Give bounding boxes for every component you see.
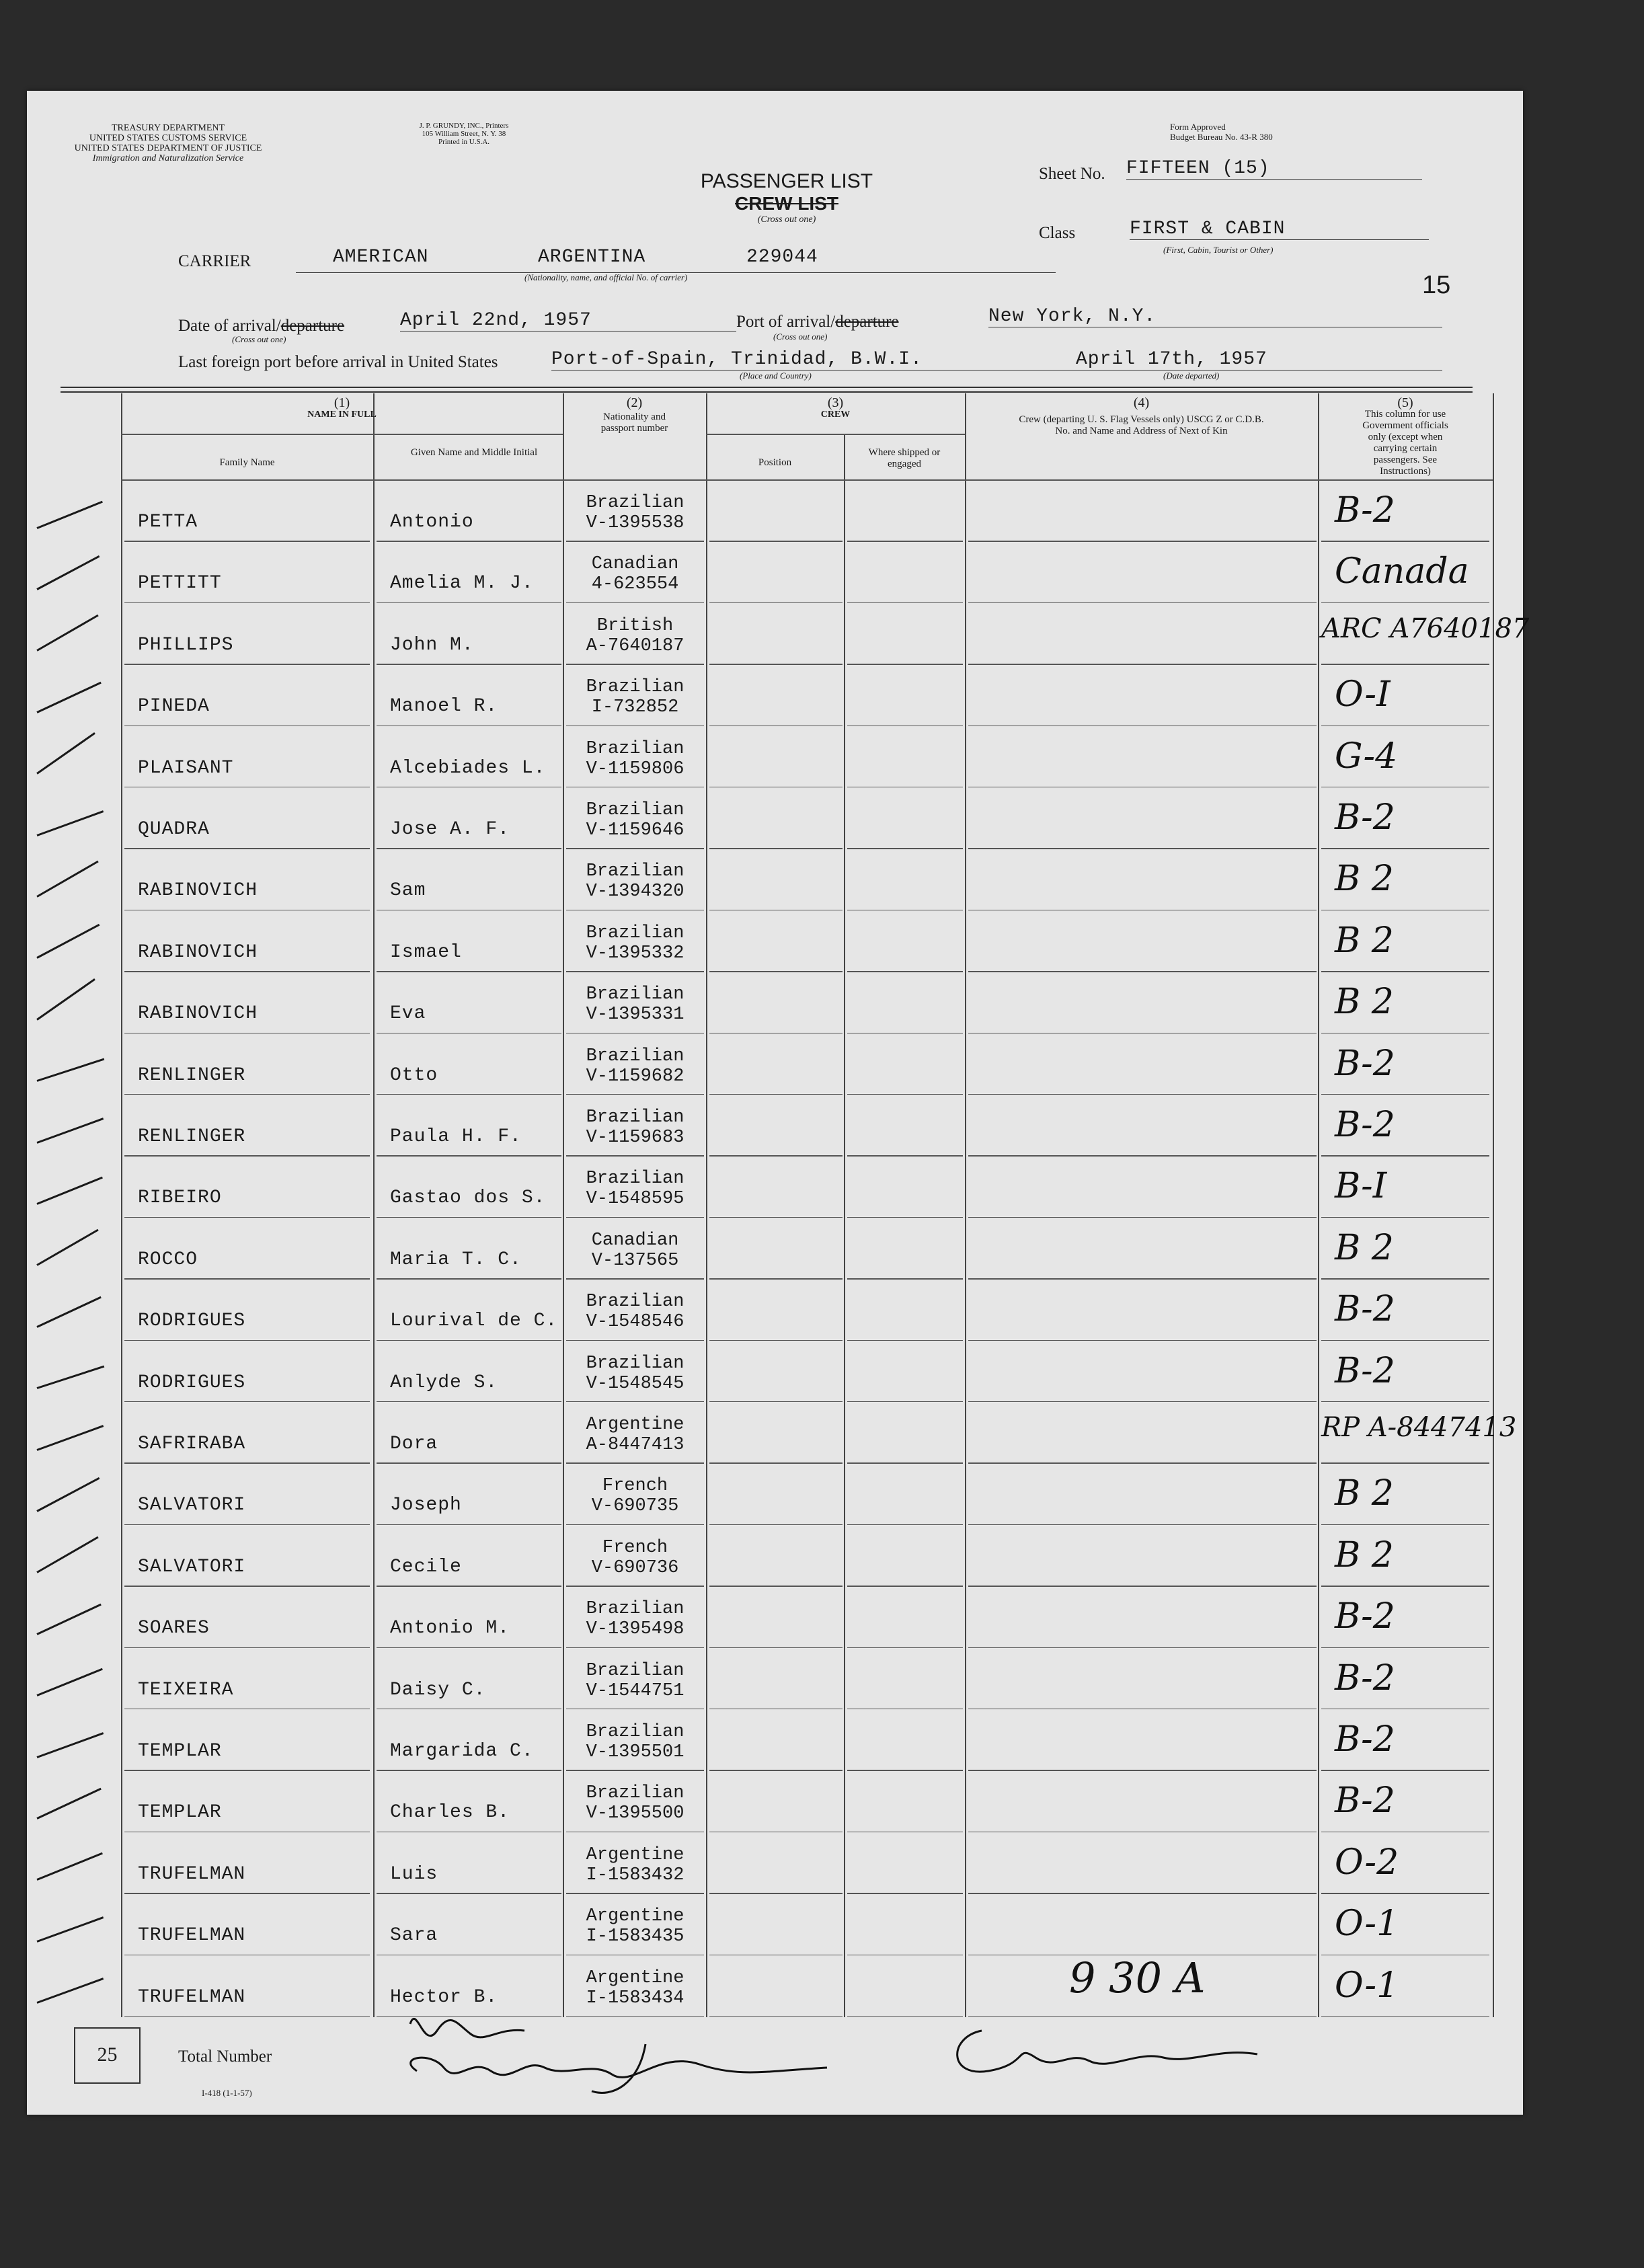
passport-number-cell: V-1395332 — [586, 943, 684, 964]
official-use-cell: B 2 — [1335, 982, 1394, 1023]
check-mark-icon — [36, 978, 95, 1021]
official-use-cell: O-I — [1335, 674, 1391, 715]
passport-number-cell: I-1583434 — [586, 1988, 684, 2008]
family-name-cell: TRUFELMAN — [138, 1863, 246, 1885]
subheader-rule — [121, 434, 563, 435]
family-name-cell: SOARES — [138, 1618, 210, 1639]
passport-number-cell: V-1548545 — [586, 1373, 684, 1394]
col2-header — [563, 397, 706, 434]
family-name-cell: SALVATORI — [138, 1556, 246, 1577]
check-mark-icon — [37, 1058, 105, 1082]
page-title: PASSENGER LIST — [700, 170, 873, 192]
official-use-cell: B-2 — [1335, 1043, 1395, 1084]
col1-header — [121, 397, 563, 420]
inspector-signature-drawing — [935, 2010, 1271, 2084]
subheader-rule — [706, 434, 965, 435]
table-row — [121, 542, 1493, 603]
table-row — [121, 1218, 1493, 1280]
table-row — [121, 972, 1493, 1033]
passport-number-cell: A-7640187 — [586, 635, 684, 656]
nationality-cell: Canadian — [591, 554, 679, 575]
family-name-cell: TEMPLAR — [138, 1741, 222, 1762]
form-line: Budget Bureau No. 43-R 380 — [1170, 132, 1273, 142]
table-row — [121, 1403, 1517, 1464]
printer-line: Printed in U.S.A. — [438, 138, 490, 146]
nationality-cell: Argentine — [586, 1844, 684, 1865]
given-name-cell: Ismael — [390, 941, 462, 963]
given-name-cell: Lourival de C. — [390, 1311, 558, 1332]
official-use-cell: B 2 — [1335, 1534, 1394, 1575]
passport-number-cell: A-8447413 — [586, 1435, 684, 1455]
nationality-cell: Canadian — [591, 1230, 679, 1251]
class-note: (First, Cabin, Tourist or Other) — [1163, 245, 1274, 255]
family-name-cell: TEIXEIRA — [138, 1679, 234, 1700]
check-mark-icon — [36, 861, 98, 898]
table-row — [121, 1095, 1493, 1157]
nationality-cell: Brazilian — [586, 1046, 684, 1066]
family-name-cell: PETTITT — [138, 573, 222, 594]
table-row — [121, 1464, 1493, 1525]
nationality-cell: Brazilian — [586, 1660, 684, 1681]
title-block — [686, 170, 888, 225]
nationality-cell: Brazilian — [586, 1599, 684, 1620]
table-row — [121, 1587, 1493, 1648]
check-mark-icon — [36, 1732, 104, 1758]
family-name-cell: TRUFELMAN — [138, 1925, 246, 1947]
nationality-cell: Brazilian — [586, 923, 684, 943]
carrier-nationality: AMERICAN — [333, 247, 429, 268]
col5-number: (5) — [1397, 395, 1413, 410]
sheet-number-value: FIFTEEN (15) — [1126, 158, 1422, 180]
official-use-cell: B-2 — [1335, 1657, 1395, 1698]
nationality-cell: Brazilian — [586, 861, 684, 882]
family-name-cell: RABINOVICH — [138, 1003, 258, 1025]
given-name-cell: John M. — [390, 634, 474, 656]
official-use-cell: B 2 — [1335, 1227, 1394, 1268]
official-use-cell: ARC A7640187 — [1321, 613, 1530, 644]
family-name-cell: PETTA — [138, 512, 198, 533]
passport-number-cell: V-1395500 — [586, 1803, 684, 1824]
printer-line: J. P. GRUNDY, INC., Printers — [419, 122, 509, 130]
table-row — [121, 1710, 1493, 1771]
departed-note: (Date departed) — [1163, 370, 1220, 381]
family-name-cell: TEMPLAR — [138, 1802, 222, 1824]
agency-line: UNITED STATES CUSTOMS SERVICE — [89, 133, 247, 143]
nationality-cell: French — [602, 1476, 668, 1497]
official-use-cell: B-I — [1335, 1166, 1387, 1207]
family-name-cell: TRUFELMAN — [138, 1986, 246, 2008]
check-mark-icon — [36, 1852, 102, 1881]
form-number: I-418 (1-1-57) — [202, 2088, 252, 2098]
nationality-cell: Brazilian — [586, 1783, 684, 1804]
official-use-cell: B 2 — [1335, 859, 1394, 900]
given-name-cell: Gastao dos S. — [390, 1187, 546, 1209]
total-label: Total Number — [178, 2047, 272, 2066]
carrier-number: 229044 — [746, 247, 818, 268]
header-rule — [61, 391, 1473, 393]
sheet-label: Sheet No. — [1039, 165, 1105, 183]
family-name-cell: PINEDA — [138, 696, 210, 717]
given-name-cell: Margarida C. — [390, 1741, 534, 1762]
check-mark-icon — [37, 1366, 105, 1389]
passenger-list-sheet — [27, 91, 1530, 2115]
passport-number-cell: V-690736 — [591, 1557, 679, 1578]
row-rule — [124, 2016, 370, 2017]
check-mark-icon — [36, 1425, 104, 1451]
agency-line: TREASURY DEPARTMENT — [111, 123, 225, 133]
col1-title: NAME IN FULL — [307, 409, 377, 420]
time-annotation: 9 30 A — [1069, 1953, 1206, 2002]
passport-number-cell: I-732852 — [591, 697, 679, 718]
col3-title: CREW — [820, 409, 851, 420]
nationality-cell: Brazilian — [586, 1107, 684, 1128]
crew-list-struck: CREW LIST — [735, 193, 838, 214]
col4-header — [965, 397, 1318, 437]
col5-header — [1318, 397, 1493, 477]
official-use-cell: Canada — [1335, 551, 1469, 592]
table-row — [121, 604, 1530, 665]
check-mark-icon — [36, 500, 102, 529]
carrier-name: ARGENTINA — [538, 247, 646, 268]
check-mark-icon — [36, 924, 100, 959]
nationality-cell: Brazilian — [586, 984, 684, 1005]
row-rule — [1321, 2016, 1489, 2017]
given-name-cell: Eva — [390, 1003, 426, 1025]
given-name-cell: Maria T. C. — [390, 1249, 522, 1270]
table-row — [121, 1157, 1493, 1218]
nationality-cell: Argentine — [586, 1967, 684, 1988]
table-row — [121, 788, 1493, 849]
official-use-cell: O-1 — [1335, 1904, 1399, 1945]
check-mark-icon — [36, 1477, 100, 1512]
last-port-label: Last foreign port before arrival in United States — [178, 353, 498, 371]
port-label-text: Port of arrival/ — [736, 313, 836, 331]
given-name-cell: Hector B. — [390, 1986, 498, 2008]
family-name-cell: RABINOVICH — [138, 941, 258, 963]
check-mark-icon — [36, 732, 95, 775]
arrival-date-value: April 22nd, 1957 — [400, 310, 736, 331]
last-port-value: Port-of-Spain, Trinidad, B.W.I. — [551, 349, 1076, 370]
given-name-header: Given Name and Middle Initial — [410, 447, 538, 458]
departed-date-value: April 17th, 1957 — [1076, 349, 1442, 370]
given-name-cell: Otto — [390, 1064, 438, 1086]
official-use-cell: B-2 — [1335, 1781, 1395, 1822]
check-mark-icon — [36, 1604, 101, 1635]
official-use-cell: B-2 — [1335, 1289, 1395, 1330]
given-name-cell: Cecile — [390, 1556, 462, 1577]
given-name-cell: Sara — [390, 1925, 438, 1947]
port-label-struck: departure — [835, 313, 899, 331]
col2-number: (2) — [626, 395, 643, 410]
nationality-cell: Brazilian — [586, 1169, 684, 1189]
col2-title: Nationality and passport number — [600, 412, 668, 434]
date-label — [178, 317, 344, 336]
col3-number: (3) — [827, 395, 844, 410]
check-mark-icon — [36, 1916, 104, 1943]
family-name-cell: SAFRIRABA — [138, 1434, 246, 1454]
given-name-cell: Luis — [390, 1863, 438, 1885]
passport-number-cell: V-690735 — [591, 1496, 679, 1517]
date-label-struck: departure — [280, 317, 345, 335]
class-value: FIRST & CABIN — [1130, 219, 1429, 240]
nationality-cell: Brazilian — [586, 800, 684, 820]
official-use-cell: B-2 — [1335, 797, 1395, 838]
given-name-cell: Manoel R. — [390, 696, 498, 717]
passport-number-cell: I-1583435 — [586, 1926, 684, 1947]
check-mark-icon — [36, 1978, 104, 2004]
table-row — [121, 727, 1493, 788]
check-mark-icon — [36, 1229, 98, 1266]
last-port-note: (Place and Country) — [740, 370, 812, 381]
form-line: Form Approved — [1170, 122, 1226, 132]
passport-number-cell: V-1548546 — [586, 1312, 684, 1333]
page-number: 15 — [1422, 271, 1451, 299]
check-mark-icon — [36, 682, 101, 713]
col3-header — [706, 397, 965, 420]
nationality-cell: Brazilian — [586, 738, 684, 759]
passport-number-cell: V-137565 — [591, 1250, 679, 1271]
nationality-cell: British — [596, 615, 674, 636]
table-row — [121, 1280, 1493, 1341]
family-name-cell: SALVATORI — [138, 1495, 246, 1516]
cross-out-note: (Cross out one) — [757, 214, 816, 225]
table-row — [121, 1649, 1493, 1710]
given-name-cell: Paula H. F. — [390, 1126, 522, 1147]
official-use-cell: O-2 — [1335, 1842, 1399, 1883]
table-row — [121, 1894, 1493, 1955]
official-use-cell: B-2 — [1335, 1105, 1395, 1145]
family-name-cell: RODRIGUES — [138, 1311, 246, 1332]
check-mark-icon — [36, 1296, 101, 1328]
given-name-cell: Sam — [390, 880, 426, 902]
passport-number-cell: V-1548595 — [586, 1189, 684, 1210]
family-name-cell: ROCCO — [138, 1249, 198, 1270]
table-row — [121, 849, 1493, 910]
table-row — [121, 665, 1493, 726]
nationality-cell: Brazilian — [586, 1292, 684, 1313]
col4-title: Crew (departing U. S. Flag Vessels only) USCG Z or C.D.B. No. and Name and Address of Next of Kin — [1019, 414, 1264, 436]
given-name-cell: Antonio M. — [390, 1618, 510, 1639]
header-rule — [61, 387, 1473, 388]
check-mark-icon — [36, 1536, 98, 1573]
class-label: Class — [1039, 224, 1076, 242]
family-name-cell: PHILLIPS — [138, 634, 234, 656]
official-use-cell: RP A-8447413 — [1321, 1412, 1517, 1443]
check-mark-icon — [36, 1177, 102, 1205]
position-header: Position — [758, 457, 792, 468]
table-row — [121, 1526, 1493, 1587]
passport-number-cell: V-1395538 — [586, 513, 684, 533]
given-name-cell: Dora — [390, 1434, 438, 1454]
official-use-cell: G-4 — [1335, 736, 1398, 777]
official-use-cell: B-2 — [1335, 1350, 1395, 1391]
check-mark-icon — [36, 555, 100, 590]
table-row — [121, 911, 1493, 972]
check-mark-icon — [36, 1668, 102, 1696]
passenger-rows — [121, 481, 1530, 2017]
family-name-cell: RENLINGER — [138, 1126, 246, 1147]
given-name-cell: Jose A. F. — [390, 819, 510, 840]
family-name-cell: RODRIGUES — [138, 1372, 246, 1393]
nationality-cell: Argentine — [586, 1415, 684, 1435]
date-label-text: Date of arrival/ — [178, 317, 281, 335]
family-name-cell: QUADRA — [138, 819, 210, 840]
agency-block — [67, 123, 269, 163]
date-cross-note: (Cross out one) — [232, 334, 286, 344]
shipped-header: Where shipped or engaged — [868, 447, 941, 469]
table-row — [121, 481, 1493, 542]
passport-number-cell: V-1394320 — [586, 882, 684, 902]
port-label — [736, 313, 899, 331]
check-mark-icon — [36, 810, 104, 836]
carrier-label: CARRIER — [178, 252, 251, 270]
given-name-cell: Anlyde S. — [390, 1372, 498, 1393]
given-name-cell: Antonio — [390, 512, 474, 533]
passport-number-cell: I-1583432 — [586, 1865, 684, 1885]
table-row — [121, 1833, 1493, 1894]
official-use-cell: B 2 — [1335, 1473, 1394, 1514]
passport-number-cell: V-1395498 — [586, 1619, 684, 1640]
family-name-cell: PLAISANT — [138, 757, 234, 779]
official-use-cell: B-2 — [1335, 1596, 1395, 1637]
given-name-cell: Daisy C. — [390, 1679, 486, 1700]
given-name-cell: Charles B. — [390, 1802, 510, 1824]
passport-number-cell: 4-623554 — [591, 574, 679, 595]
check-mark-icon — [36, 615, 98, 652]
arrival-port-value: New York, N.Y. — [988, 306, 1442, 327]
table-row — [121, 1341, 1493, 1403]
agency-line: UNITED STATES DEPARTMENT OF JUSTICE — [74, 143, 262, 153]
table-row — [121, 1034, 1493, 1095]
check-mark-icon — [36, 1118, 104, 1144]
printer-line: 105 William Street, N. Y. 38 — [422, 130, 506, 138]
passport-number-cell: V-1159646 — [586, 820, 684, 840]
passport-number-cell: V-1395331 — [586, 1005, 684, 1025]
official-use-cell: B 2 — [1335, 920, 1394, 961]
passport-number-cell: V-1159806 — [586, 758, 684, 779]
passport-number-cell: V-1159682 — [586, 1066, 684, 1087]
passport-number-cell: V-1159683 — [586, 1128, 684, 1148]
family-name-cell: RABINOVICH — [138, 880, 258, 902]
official-use-cell: O-1 — [1335, 1965, 1399, 2006]
passenger-table — [121, 393, 1530, 2017]
signature-drawing — [390, 1997, 928, 2098]
family-name-cell: RENLINGER — [138, 1064, 246, 1086]
col1-number: (1) — [334, 395, 350, 410]
family-name-cell: RIBEIRO — [138, 1187, 222, 1209]
given-name-cell: Joseph — [390, 1495, 462, 1516]
total-value: 25 — [97, 2043, 118, 2066]
table-row — [121, 1771, 1493, 1832]
form-approval-block — [1170, 122, 1372, 142]
passport-number-cell: V-1544751 — [586, 1680, 684, 1701]
official-use-cell: B-2 — [1335, 1719, 1395, 1760]
col4-number: (4) — [1133, 395, 1150, 410]
nationality-cell: Argentine — [586, 1906, 684, 1927]
nationality-cell: Brazilian — [586, 677, 684, 698]
given-name-cell: Alcebiades L. — [390, 757, 546, 779]
nationality-cell: Brazilian — [586, 493, 684, 513]
col5-title: This column for use Government officials only (except when carrying certain passengers. See Instructions) — [1362, 409, 1448, 477]
official-use-cell: B-2 — [1335, 490, 1395, 531]
passport-number-cell: V-1395501 — [586, 1742, 684, 1762]
given-name-cell: Amelia M. J. — [390, 573, 534, 594]
family-name-header: Family Name — [219, 457, 275, 468]
printer-block — [383, 122, 545, 146]
nationality-cell: Brazilian — [586, 1353, 684, 1374]
agency-line: Immigration and Naturalization Service — [92, 153, 244, 163]
carrier-note: (Nationality, name, and official No. of carrier) — [524, 272, 688, 282]
total-box — [74, 2027, 141, 2084]
nationality-cell: Brazilian — [586, 1722, 684, 1742]
check-mark-icon — [36, 1788, 101, 1820]
port-cross-note: (Cross out one) — [773, 331, 828, 342]
nationality-cell: French — [602, 1537, 668, 1558]
